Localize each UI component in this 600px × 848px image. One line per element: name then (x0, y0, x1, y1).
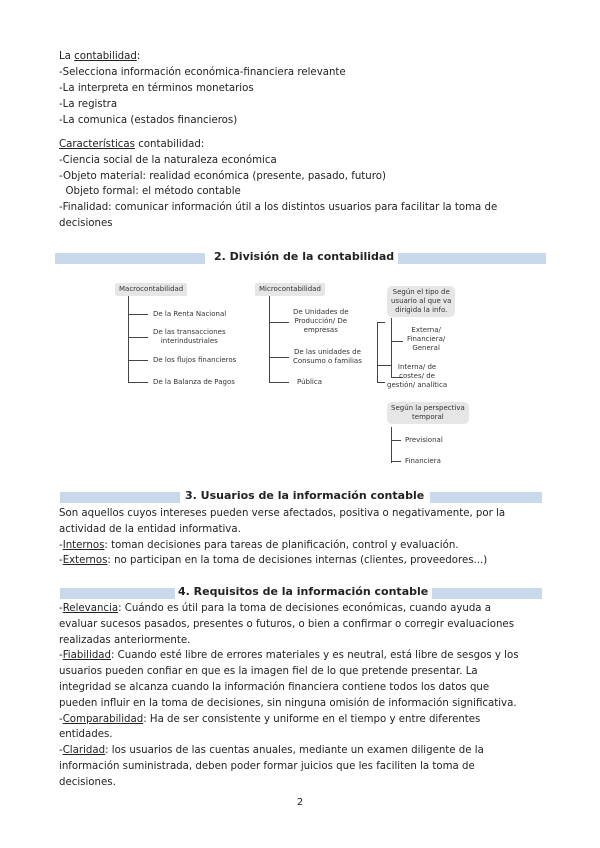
bracket-line (377, 322, 378, 382)
internos-line (59, 538, 529, 554)
section-band-left (60, 588, 175, 599)
macro-header: Macrocontabilidad (115, 283, 187, 296)
intro-title (59, 49, 140, 65)
relevancia-item: -Relevancia: Cuándo es útil para la toma de decisiones económicas, cuando ayuda a evaluar sucesos pasados, presentes o futuros, o bien a confirmar o corregir evaluaciones realizadas anteriormente. (59, 603, 515, 646)
division-diagram (115, 280, 495, 466)
claridad-term: Claridad (62, 745, 106, 757)
section-band-left (60, 492, 180, 503)
section-2-heading: 2. División de la contabilidad (214, 250, 395, 263)
connector (128, 382, 148, 383)
caracteristicas-suffix: contabilidad: (134, 139, 205, 150)
connector (391, 461, 401, 462)
section-3-heading: 3. Usuarios de la información contable (185, 489, 425, 502)
macro-trunk (128, 296, 129, 382)
intro-item: -La interpreta en términos monetarios (59, 83, 254, 94)
bracket-line (377, 322, 385, 323)
usuario-header: Según el tipo de usuario al que va dirigida la info. (387, 286, 455, 317)
section-4-heading: 4. Requisitos de la información contable (178, 585, 429, 598)
fiabilidad-term: Fiabilidad (62, 650, 112, 662)
connector (128, 337, 148, 338)
macro-item: De los flujos financieros (153, 356, 237, 364)
caracteristicas-line: Objeto formal: el método contable (59, 186, 241, 197)
section-3-body (59, 506, 529, 569)
connector (128, 314, 148, 315)
temporal-trunk (391, 427, 392, 463)
externos-line (59, 553, 529, 569)
relevancia-term: Relevancia (62, 603, 119, 614)
caracteristicas-line: -Ciencia social de la naturaleza económica (59, 155, 277, 166)
temporal-item: Previsional (405, 436, 443, 444)
intro-item: -La comunica (estados financieros) (59, 115, 238, 126)
caracteristicas-line: -Finalidad: comunicar información útil a los distintos usuarios para facilitar la toma de (59, 202, 498, 213)
fiabilidad-item: -Fiabilidad: Cuando esté libre de errores materiales y es neutral, está libre de sesgos y los usuarios pueden confiar en que es la imagen fiel de lo que pretende presentar. La integridad se alcanza cuando la información financiera contiene todos los datos que pueden influir en la toma de decisiones, sin ninguna omisión de información significativa. (59, 650, 519, 709)
section-4-body (59, 601, 529, 791)
section-band-right (430, 492, 542, 503)
relevancia-text: : Cuándo es útil para la toma de decisiones económicas, cuando ayuda a evaluar sucesos pasados, presentes o futuros, o bien a confirmar o corregir evaluaciones realizadas anteriormente. (59, 603, 515, 646)
connector (128, 360, 148, 361)
micro-trunk (269, 296, 270, 382)
caracteristicas-term: Características (59, 139, 135, 150)
connector (269, 322, 289, 323)
bullet-prefix: - (59, 555, 63, 567)
internos-term: Internos (62, 539, 105, 551)
fiabilidad-text: : Cuando esté libre de errores materiales y es neutral, está libre de sesgos y los usuarios pueden confiar en que es la imagen fiel de lo que pretende presentar. La integridad se alcanza cuando la información financiera contiene todos los datos que pueden influir en la toma de decisiones, sin ninguna omisión de información significativa. (59, 650, 519, 709)
usuario-item: Interna/ de costes/ de gestión/ analítica (387, 363, 448, 389)
comparabilidad-item: -Comparabilidad: Ha de ser consistente y uniforme en el tiempo y entre diferentes entidades. (59, 713, 481, 741)
macro-item: De la Renta Nacional (153, 310, 227, 318)
comparabilidad-term: Comparabilidad (62, 713, 144, 725)
section-band-right (432, 588, 542, 599)
connector (269, 357, 289, 358)
intro-term: contabilidad (74, 51, 137, 62)
intro-item: -Selecciona información económica-financiera relevante (59, 67, 346, 78)
intro-suffix: : (136, 51, 141, 62)
caracteristicas-line: decisiones (59, 218, 113, 229)
temporal-item: Financiera (405, 457, 441, 465)
macro-item: De la Balanza de Pagos (153, 378, 235, 386)
macro-item: De las transacciones interindustriales (153, 328, 226, 345)
section-band-right (398, 253, 546, 264)
intro-prefix: La (59, 51, 75, 62)
caracteristicas-line: -Objeto material: realidad económica (presente, pasado, futuro) (59, 171, 386, 182)
usuario-item: Externa/ Financiera/ General (407, 326, 446, 352)
connector (269, 382, 289, 383)
bullet-prefix: - (59, 539, 63, 551)
micro-item: Pública (297, 378, 323, 386)
page-number: 2 (296, 797, 304, 808)
usuarios-definition: Son aquellos cuyos intereses pueden verse afectados, positiva o negativamente, por la actividad de la entidad informativa. (59, 508, 506, 535)
connector (391, 341, 403, 342)
externos-term: Externos (62, 555, 108, 567)
internos-text: : toman decisiones para tareas de planificación, control y evaluación. (104, 539, 459, 551)
claridad-item: -Claridad: los usuarios de las cuentas anuales, mediante un examen diligente de la información suministrada, deben poder formar juicios que les faciliten la toma de decisiones. (59, 745, 484, 788)
intro-item: -La registra (59, 99, 118, 110)
section-band-left (55, 253, 205, 264)
connector (391, 440, 401, 441)
caracteristicas-title (59, 137, 204, 153)
comparabilidad-text: : Ha de ser consistente y uniforme en el tiempo y entre diferentes entidades. (59, 713, 481, 741)
bracket-line (377, 382, 385, 383)
externos-text: : no participan en la toma de decisiones internas (clientes, proveedores...) (107, 555, 488, 567)
claridad-text: : los usuarios de las cuentas anuales, mediante un examen diligente de la información suministrada, deben poder formar juicios que les faciliten la toma de decisiones. (59, 745, 484, 788)
micro-item: De las unidades de Consumo o familias (293, 348, 362, 365)
micro-header: Microcontabilidad (255, 283, 325, 296)
micro-item: De Unidades de Producción/ De empresas (293, 308, 349, 334)
temporal-header: Según la perspectiva temporal (387, 402, 469, 424)
